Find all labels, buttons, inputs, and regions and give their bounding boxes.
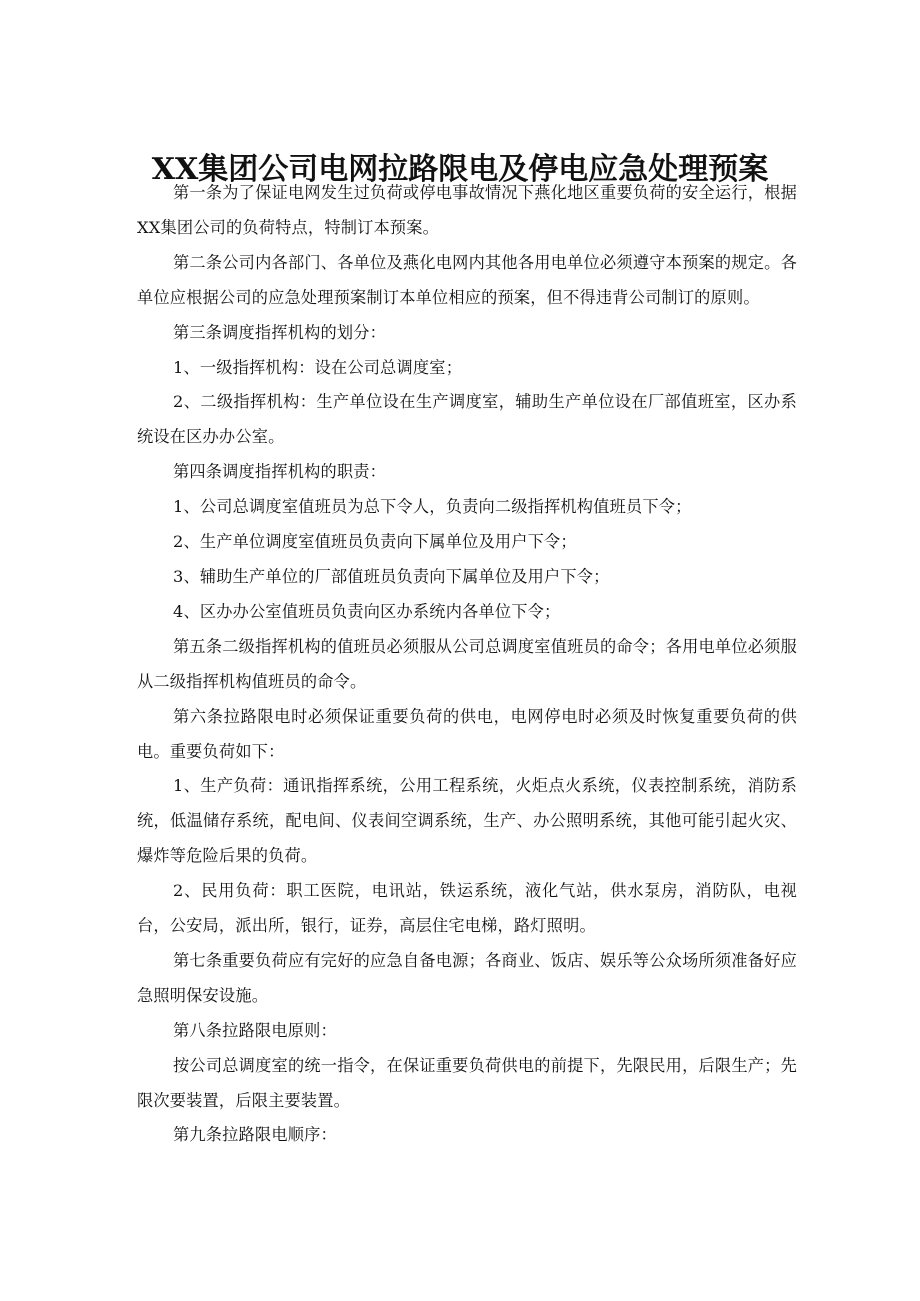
document-title: XX集团公司电网拉路限电及停电应急处理预案 (151, 152, 769, 188)
paragraph: 第九条拉路限电顺序： (173, 1125, 337, 1145)
paragraph: 第五条二级指挥机构的值班员必须服从公司总调度室值班员的命令；各用电单位必须服从二级指挥机构值班员的命令。 (137, 636, 797, 691)
paragraph: 2、二级指挥机构：生产单位设在生产调度室，辅助生产单位设在厂部值班室，区办系统设在区办办公室。 (137, 392, 797, 447)
paragraph: 第一条为了保证电网发生过负荷或停电事故情况下燕化地区重要负荷的安全运行，根据XX集团公司的负荷特点，特制订本预案。 (137, 183, 797, 237)
paragraph: 第八条拉路限电原则： (173, 1020, 337, 1040)
paragraph: 1、一级指挥机构：设在公司总调度室； (173, 357, 463, 377)
paragraph: 按公司总调度室的统一指令，在保证重要负荷供电的前提下，先限民用，后限生产；先限次要装置，后限主要装置。 (137, 1055, 797, 1110)
paragraph: 第四条调度指挥机构的职责： (173, 462, 387, 482)
document-body (137, 176, 797, 1153)
paragraph: 2、生产单位调度室值班员负责向下属单位及用户下令； (173, 532, 577, 552)
paragraph: 3、辅助生产单位的厂部值班员负责向下属单位及用户下令； (173, 566, 610, 586)
paragraph: 4、区办办公室值班员负责向区办系统内各单位下令； (173, 601, 561, 621)
paragraph: 1、公司总调度室值班员为总下令人，负责向二级指挥机构值班员下令； (173, 497, 692, 517)
paragraph: 第六条拉路限电时必须保证重要负荷的供电，电网停电时必须及时恢复重要负荷的供电。重要负荷如下： (137, 706, 797, 761)
paragraph: 第七条重要负荷应有完好的应急自备电源；各商业、饭店、娱乐等公众场所须准备好应急照明保安设施。 (137, 950, 797, 1005)
paragraph: 第二条公司内各部门、各单位及燕化电网内其他各用电单位必须遵守本预案的规定。各单位应根据公司的应急处理预案制订本单位相应的预案，但不得违背公司制订的原则。 (137, 252, 797, 307)
paragraph: 1、生产负荷：通讯指挥系统，公用工程系统，火炬点火系统，仪表控制系统，消防系统，低温储存系统，配电间、仪表间空调系统，生产、办公照明系统，其他可能引起火灾、爆炸等危险后果的负荷。 (137, 776, 797, 866)
paragraph: 2、民用负荷：职工医院，电讯站，铁运系统，液化气站，供水泵房，消防队，电视台，公安局，派出所，银行，证券，高层住宅电梯，路灯照明。 (137, 881, 797, 936)
paragraph: 第三条调度指挥机构的划分： (173, 322, 387, 342)
